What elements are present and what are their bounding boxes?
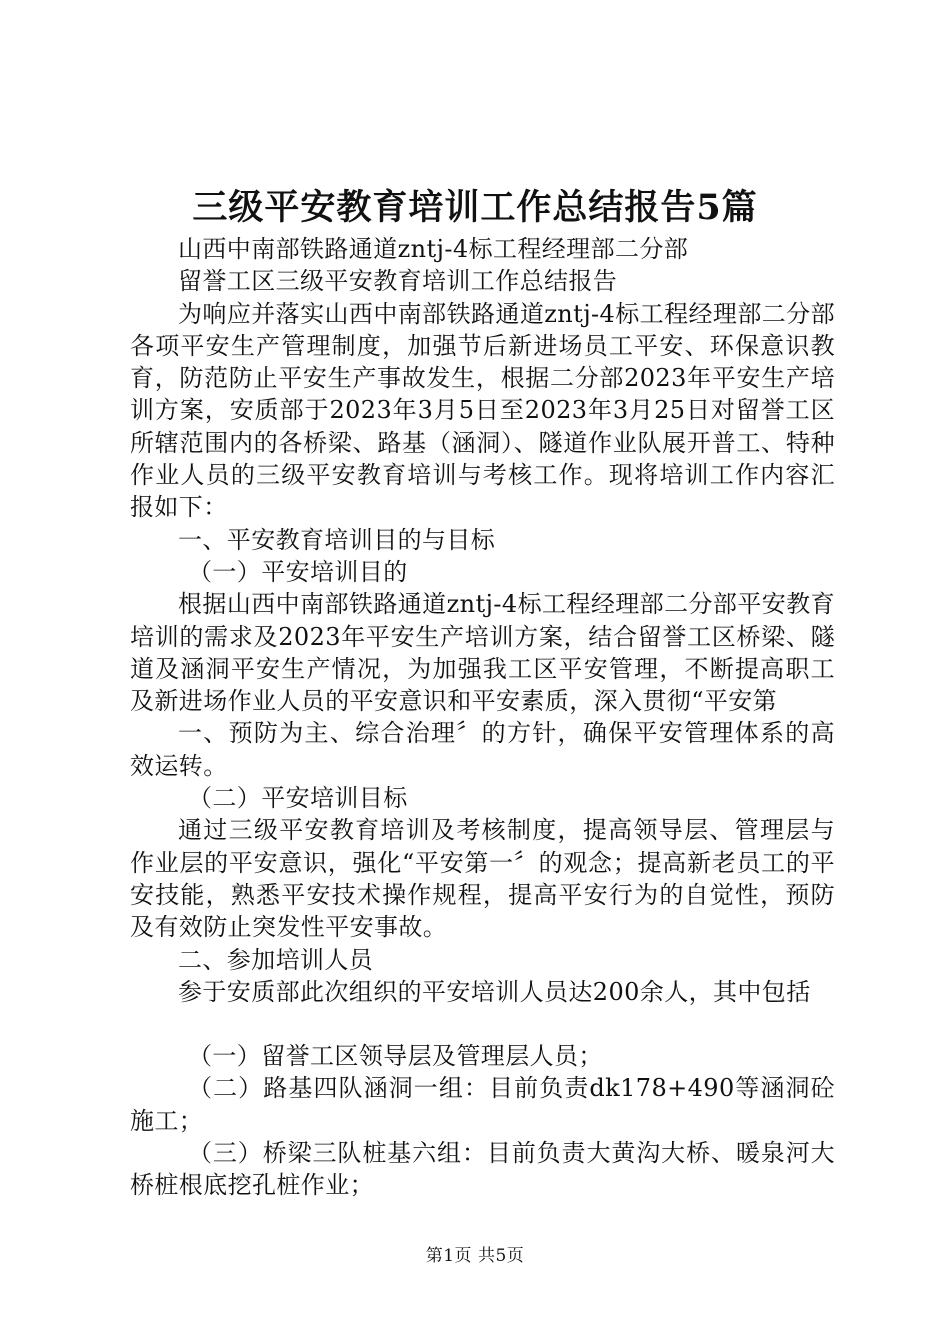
- heading-section-2: 二、参加培训人员: [178, 945, 374, 974]
- heading-section-1: 一、平安教育培训目的与目标: [178, 525, 496, 554]
- paragraph-purpose: 根据山西中南部铁路通道zntj-4标工程经理部二分部平安教育培训的需求及2023年平安生产培训方案，结合留誉工区桥梁、隧道及涵洞平安生产情况，为加强我工区平安管理，不断提高职工及新进场作业人员的平安意识和平安素质，深入贯彻“平安第: [130, 590, 835, 716]
- heading-subsection-1-1: （一）平安培训目的: [188, 557, 408, 586]
- document-body: [130, 233, 835, 1202]
- paragraph-organization: 山西中南部铁路通道zntj-4标工程经理部二分部: [178, 235, 689, 263]
- document-title: 三级平安教育培训工作总结报告5篇: [192, 187, 758, 228]
- list-item: （二）路基四队涵洞一组：目前负责dk178+490等涵洞砼施工；: [130, 1074, 835, 1135]
- paragraph-participants: 参于安质部此次组织的平安培训人员达200余人，其中包括: [178, 977, 811, 1006]
- paragraph-report-name: 留誉工区三级平安教育培训工作总结报告: [178, 267, 618, 296]
- heading-subsection-1-2: （二）平安培训目标: [188, 784, 408, 813]
- page-number: 第1页 共5页: [425, 1246, 525, 1266]
- list-item: （三）桥梁三队桩基六组：目前负责大黄沟大桥、暖泉河大桥桩根底挖孔桩作业；: [130, 1139, 835, 1200]
- paragraph-goal: 通过三级平安教育培训及考核制度，提高领导层、管理层与作业层的平安意识，强化“平安第一〞的观念；提高新老员工的平安技能，熟悉平安技术操作规程，提高平安行为的自觉性，预防及有效防止突发性平安事故。: [130, 816, 835, 942]
- paragraph-purpose-continued: 一、预防为主、综合治理〞的方针，确保平安管理体系的高效运转。: [130, 719, 835, 780]
- paragraph-intro: 为响应并落实山西中南部铁路通道zntj-4标工程经理部二分部各项平安生产管理制度，加强节后新进场员工平安、环保意识教育，防范防止平安生产事故发生，根据二分部2023年平安生产培训方案，安质部于2023年3月5日至2023年3月25日对留誉工区所辖范围内的各桥梁、路基（涵洞）、隧道作业队展开普工、特种作业人员的三级平安教育培训与考核工作。现将培训工作内容汇报如下：: [130, 299, 835, 522]
- list-item: （一）留誉工区领导层及管理层人员；: [188, 1042, 603, 1071]
